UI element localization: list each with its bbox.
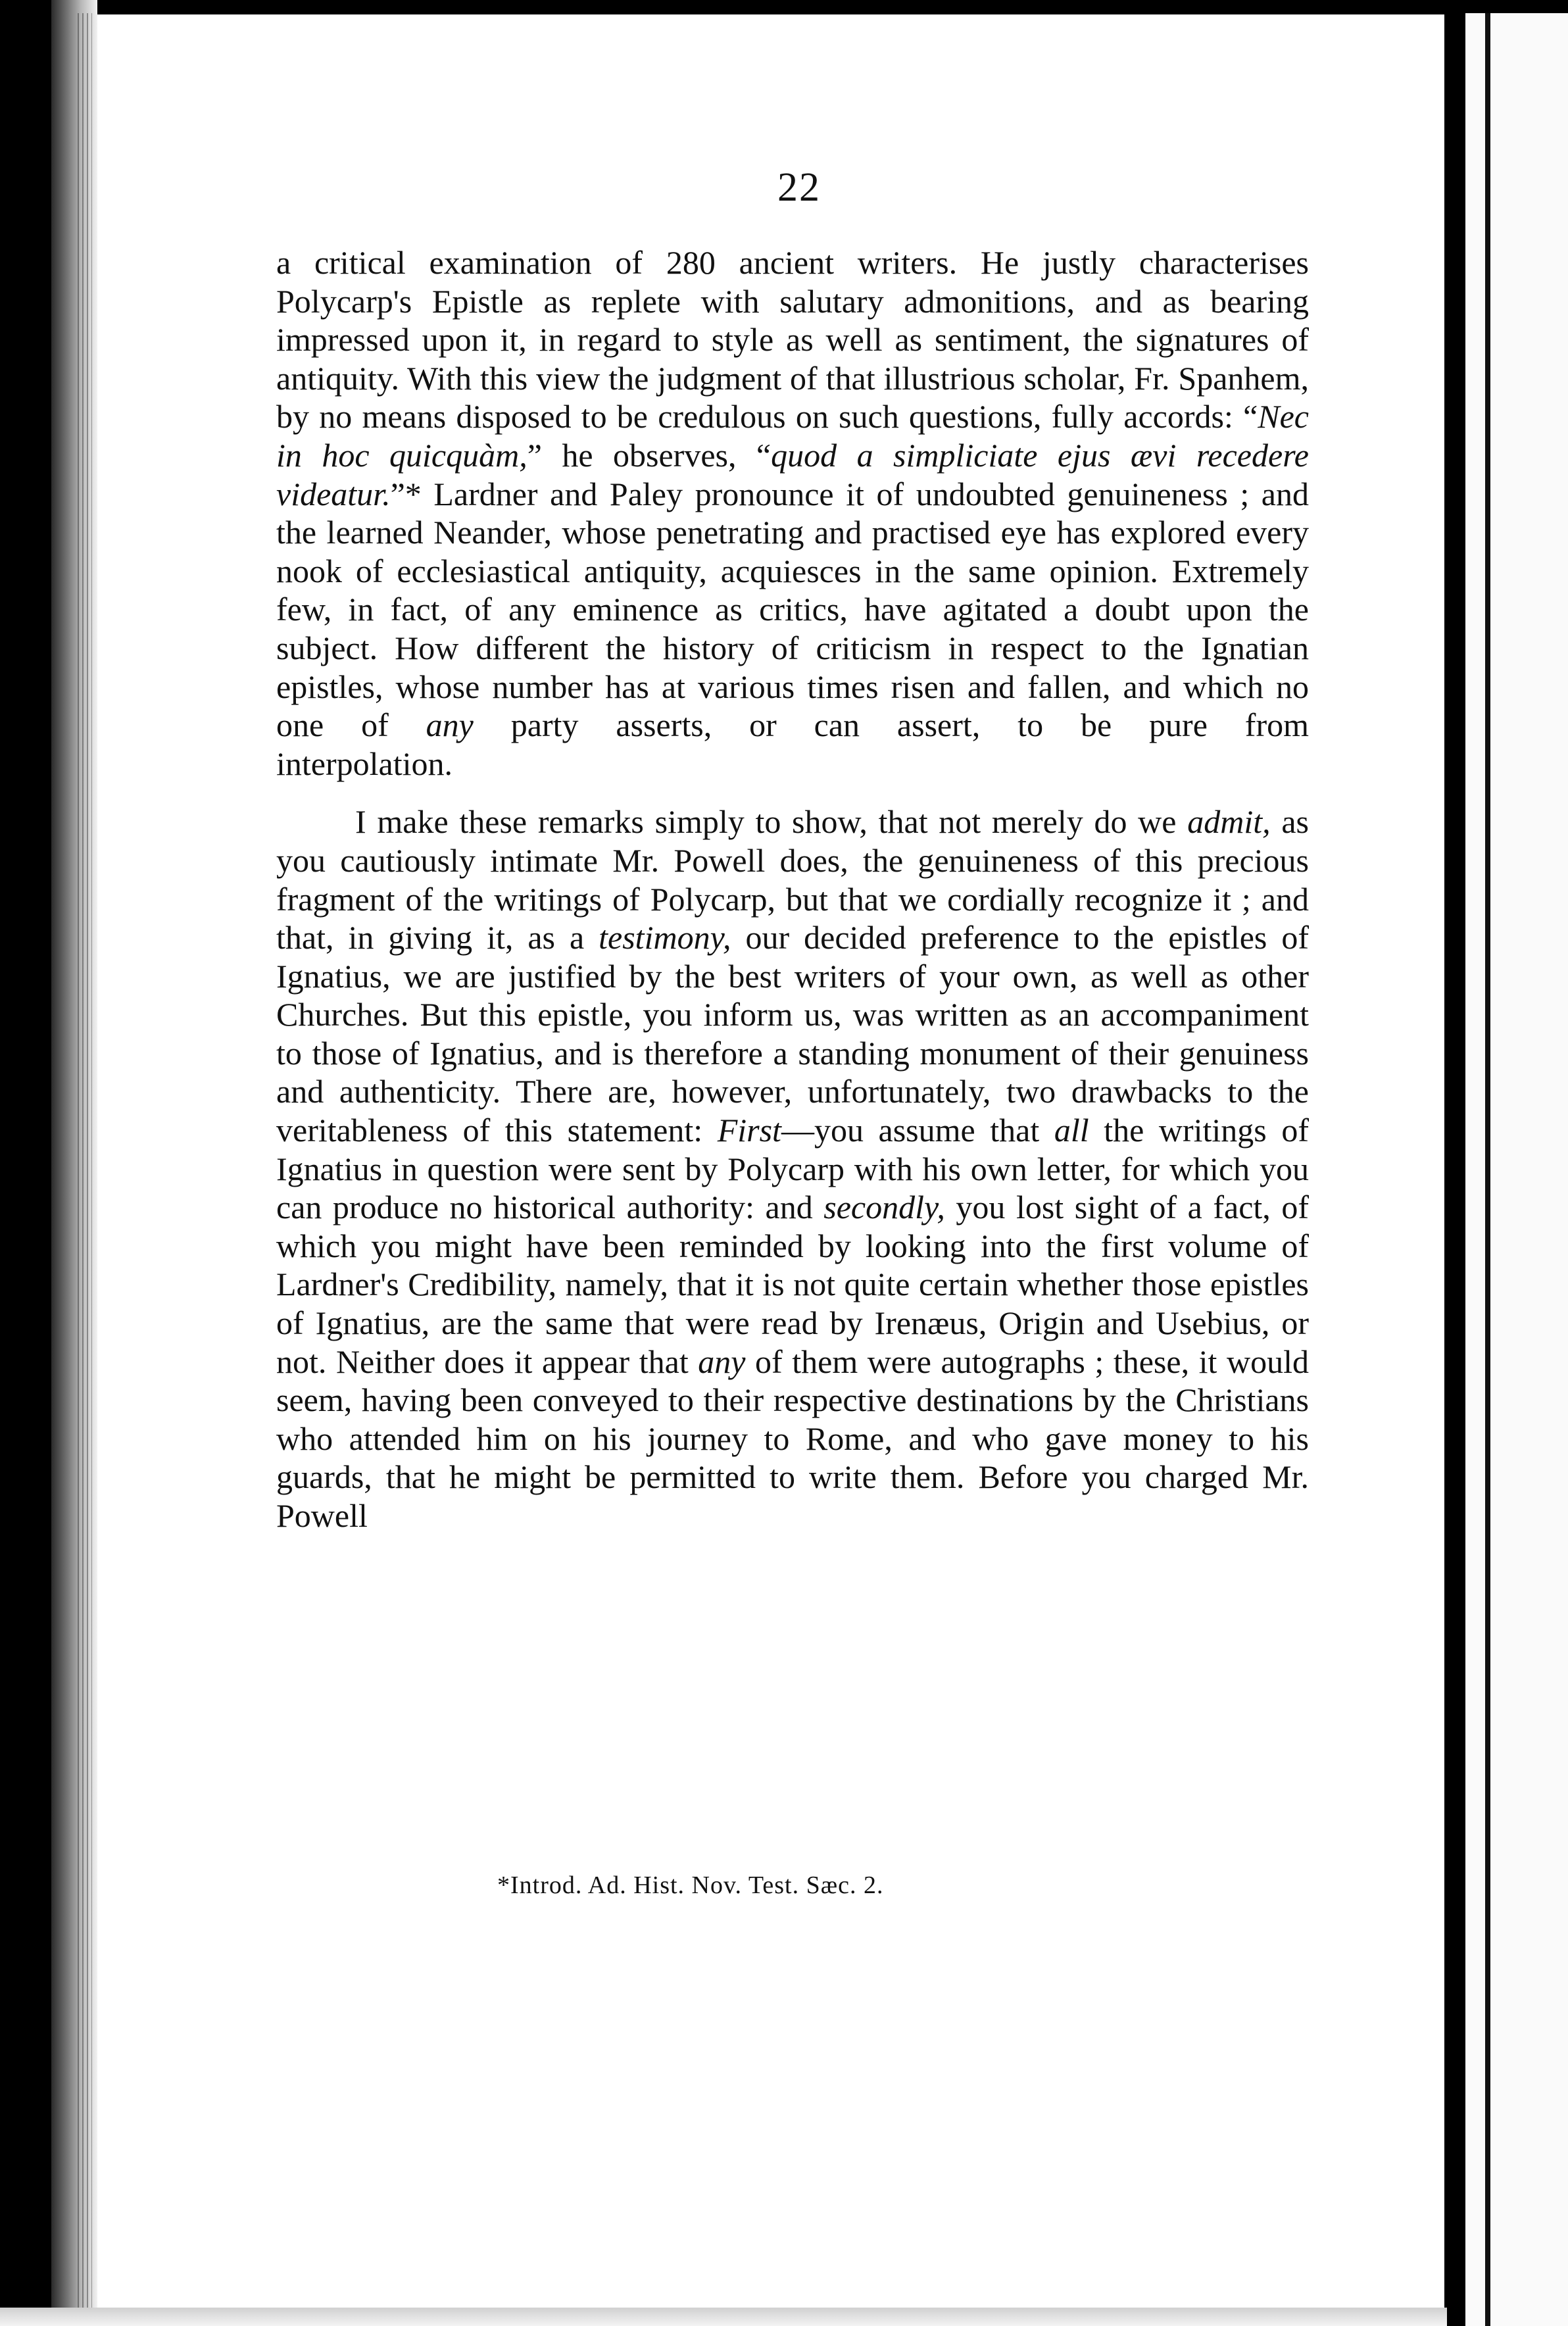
emphasis-secondly: secondly,: [823, 1189, 945, 1226]
emphasis-any: any: [426, 706, 474, 744]
paragraph-2: [276, 803, 1309, 1535]
paragraph-2-text: as you cautiously intimate Mr. Powell does, the genuineness of this precious fragment of the writings of Polycarp, but that we cordially recognize it ; and that, in giving it, as a: [276, 803, 1309, 956]
facing-page-edge: [1465, 13, 1568, 2326]
footnote: *Introd. Ad. Hist. Nov. Test. Sæc. 2.: [497, 1871, 884, 1899]
paragraph-1-last-line: interpolation.: [276, 745, 453, 782]
scan-border-right: [1444, 0, 1465, 2326]
paragraph-2-text: I make these remarks simply to show, that not merely do we: [355, 803, 1188, 841]
scan-border-top: [0, 0, 1568, 14]
page-number: 22: [777, 165, 821, 210]
paragraph-1-text: ”* Lardner and Paley pronounce it of undoubted genuineness ; and the learned Neander, whose penetrating and practised eye has explored every nook of ecclesiastical antiquity, acquiesces in the same opinion. Extremely few, in fact, of any eminence as critics, have agitated a doubt upon the subject. How different the history of criticism in respect to the Ignatian epistles, whose number has at various times risen and fallen, and which no one of: [276, 475, 1309, 744]
facing-page-rule: [1485, 13, 1490, 2326]
emphasis-testimony: testimony,: [599, 919, 731, 956]
emphasis-first: First: [717, 1112, 781, 1149]
scan-border-bottom: [0, 2308, 1447, 2326]
page-edge-lines: [78, 13, 92, 2309]
paragraph-2-text: the writings of Ignatius in question were sent by Polycarp with his own letter, for which you can produce no historical authority: and: [276, 1112, 1309, 1226]
paragraph-2-text: of them were autographs ; these, it would seem, having been conveyed to their respective destinations by the Christians who attended him on his journey to Rome, and who gave money to his guards, that he might be permitted to write them. Before you charged Mr. Powell: [276, 1343, 1309, 1534]
latin-quote-1: Nec in hoc quicquàm,: [276, 398, 1309, 474]
paragraph-2-text: our decided preference to the epistles of Ignatius, we are justified by the best writers of your own, as well as other Churches. But this epistle, you inform us, was written as an accompaniment to those of Ignatius, and is therefore a standing monument of their genuiness and authenticity. There are, however, unfortunately, two drawbacks to the veritableness of this statement:: [276, 919, 1309, 1149]
emphasis-any: any: [698, 1343, 746, 1380]
emphasis-all: all: [1054, 1112, 1089, 1149]
paragraph-2-text: —you assume that: [781, 1112, 1054, 1149]
latin-quote-2: quod a simpliciate ejus ævi recedere videatur.: [276, 436, 1309, 512]
body-text: [276, 243, 1309, 1535]
paragraph-1-text: ” he observes, “: [527, 436, 772, 474]
paragraph-1-text: party asserts, or can assert, to be pure from: [473, 706, 1309, 744]
emphasis-admit: admit,: [1187, 803, 1271, 841]
paragraph-1: [276, 243, 1309, 783]
paragraph-2-text: you lost sight of a fact, of which you might have been reminded by looking into the first volume of Lardner's Credibility, namely, that it is not quite certain whether those epistles of Ignatius, are the same that were read by Irenæus, Origin and Usebius, or not. Neither does it appear that: [276, 1189, 1309, 1380]
scan-border-left: [0, 0, 51, 2326]
paragraph-1-text: a critical examination of 280 ancient writers. He justly characterises Polycarp's Epistle as replete with salutary admonitions, and as bearing impressed upon it, in regard to style as well as sentiment, the signatures of antiquity. With this view the judgment of that illustrious scholar, Fr. Spanhem, by no means disposed to be credulous on such questions, fully accords: “: [276, 244, 1309, 435]
